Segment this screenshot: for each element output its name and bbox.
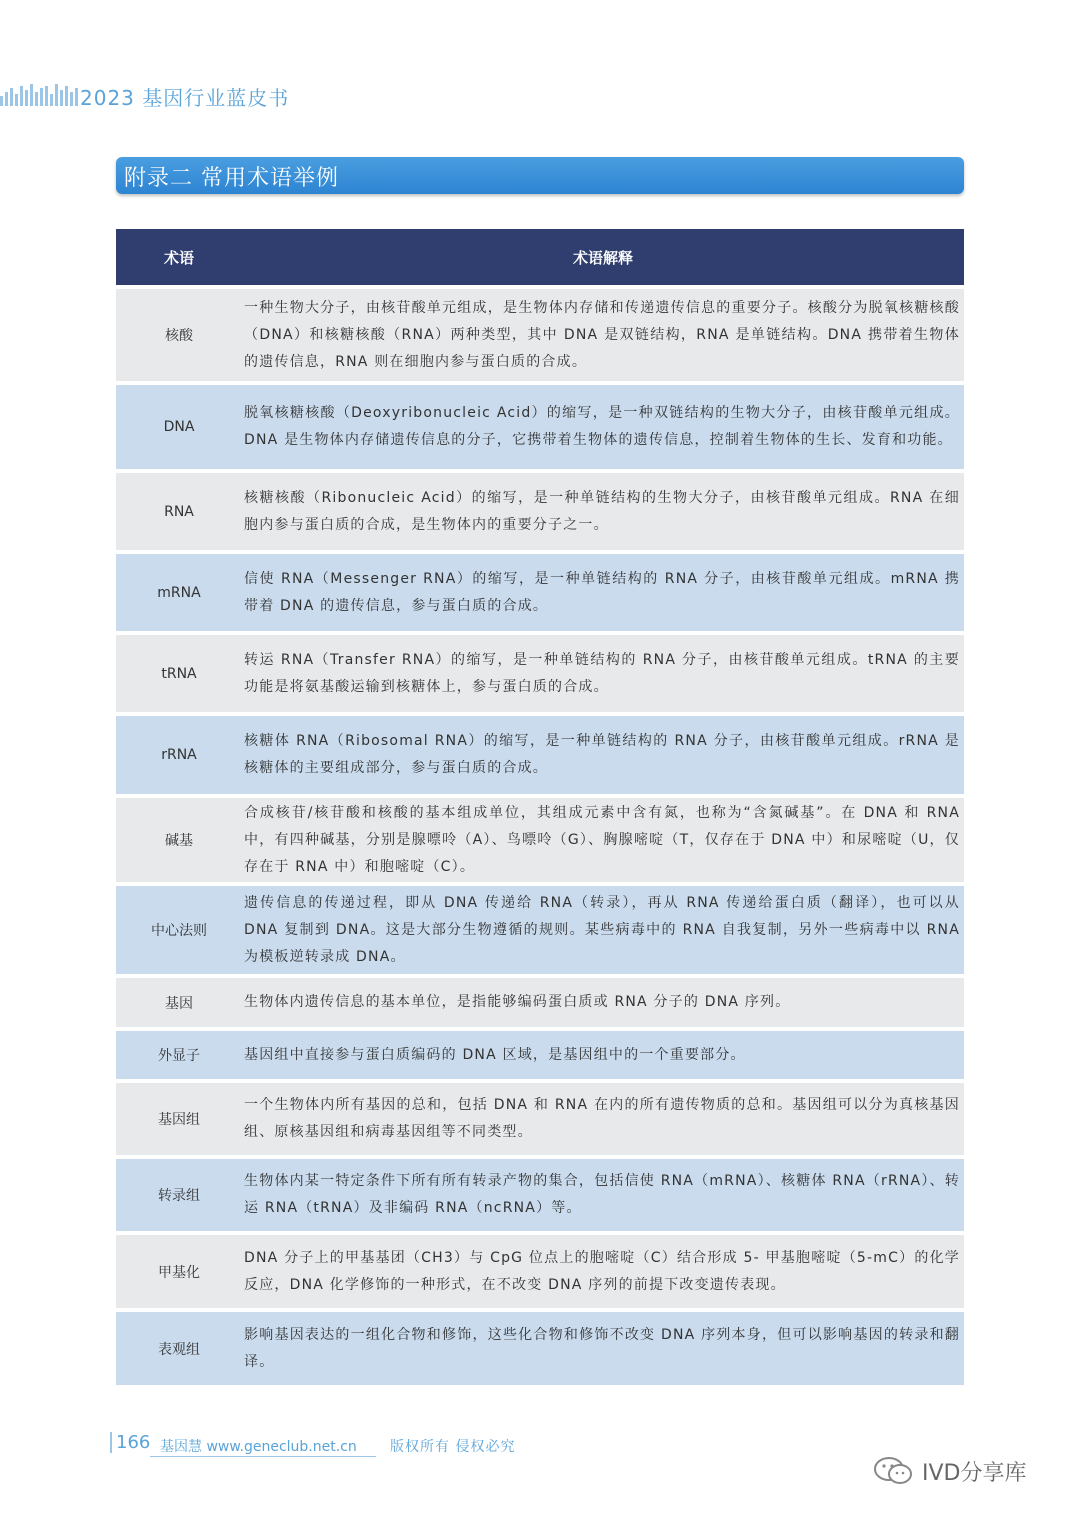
watermark-text: IVD分享库 — [922, 1461, 1027, 1486]
definition-cell: 影响基因表达的一组化合物和修饰，这些化合物和修饰不改变 DNA 序列本身，但可以影响基因的转录和翻译。 — [244, 1326, 960, 1370]
footer-rights: 版权所有 侵权必究 — [390, 1439, 516, 1455]
definition-cell: 转运 RNA（Transfer RNA）的缩写，是一种单链结构的 RNA 分子，由核苷酸单元组成。tRNA 的主要功能是将氨基酸运输到核糖体上，参与蛋白质的合成。 — [244, 651, 960, 695]
term-cell: tRNA — [161, 665, 197, 682]
terms-table — [116, 229, 964, 1385]
table-row — [116, 1031, 964, 1083]
term-cell: 基因组 — [158, 1112, 200, 1128]
definition-cell: 生物体内某一特定条件下所有所有转录产物的集合，包括信使 RNA（mRNA）、核糖体 RNA（rRNA）、转运 RNA（tRNA）及非编码 RNA（ncRNA）等。 — [244, 1173, 960, 1216]
running-header — [0, 80, 600, 110]
footer-site: 基因慧 www.geneclub.net.cn — [160, 1439, 357, 1455]
wechat-icon — [872, 1456, 916, 1486]
term-cell: 转录组 — [158, 1188, 200, 1204]
header-title: 2023 基因行业蓝皮书 — [80, 86, 290, 110]
term-cell: DNA — [163, 419, 195, 435]
table-header — [116, 229, 964, 289]
term-cell: 碱基 — [165, 833, 193, 849]
table-row — [116, 554, 964, 635]
table-row — [116, 635, 964, 716]
page-number: 166 — [110, 1432, 150, 1453]
header-term: 术语 — [163, 248, 194, 267]
table-row — [116, 289, 964, 385]
section-banner — [116, 157, 964, 194]
definition-cell: 生物体内遗传信息的基本单位，是指能够编码蛋白质或 RNA 分子的 DNA 序列。 — [244, 994, 791, 1010]
table-row — [116, 886, 964, 978]
definition-cell: 脱氧核糖核酸（Deoxyribonucleic Acid）的缩写，是一种双链结构的生物大分子，由核苷酸单元组成。DNA 是生物体内存储遗传信息的分子，它携带着生物体的遗传信息，控制着生物体的生长、发育和功能。 — [244, 405, 960, 448]
table-row — [116, 798, 964, 886]
term-cell: 甲基化 — [158, 1264, 200, 1281]
term-cell: 表观组 — [158, 1341, 200, 1358]
term-cell: RNA — [164, 503, 194, 520]
term-cell: mRNA — [157, 584, 201, 601]
table-row — [116, 385, 964, 473]
term-cell: 外显子 — [158, 1048, 200, 1064]
definition-cell: 核糖体 RNA（Ribosomal RNA）的缩写，是一种单链结构的 RNA 分子，由核苷酸单元组成。rRNA 是核糖体的主要组成部分，参与蛋白质的合成。 — [244, 733, 960, 776]
section-title: 附录二 常用术语举例 — [124, 166, 339, 191]
table-row — [116, 1235, 964, 1312]
header-bars-decoration — [0, 84, 78, 106]
definition-cell: DNA 分子上的甲基基团（CH3）与 CpG 位点上的胞嘧啶（C）结合形成 5- 甲基胞嘧啶（5-mC）的化学反应，DNA 化学修饰的一种形式，在不改变 DNA 序列的前提下改变遗传表现。 — [244, 1249, 960, 1293]
footer-underline — [150, 1456, 376, 1457]
table-row — [116, 473, 964, 554]
watermark — [872, 1454, 1062, 1488]
definition-cell: 基因组中直接参与蛋白质编码的 DNA 区域，是基因组中的一个重要部分。 — [244, 1046, 746, 1063]
table-row — [116, 978, 964, 1031]
definition-cell: 信使 RNA（Messenger RNA）的缩写，是一种单链结构的 RNA 分子，由核苷酸单元组成。mRNA 携带着 DNA 的遗传信息，参与蛋白质的合成。 — [244, 570, 960, 614]
definition-cell: 遗传信息的传递过程，即从 DNA 传递给 RNA（转录），再从 RNA 传递给蛋白质（翻译），也可以从 DNA 复制到 DNA。这是大部分生物遵循的规则。某些病毒中的 RNA 自我复制，另外一些病毒中以 RNA 为模板逆转录成 DNA。 — [244, 894, 960, 965]
table-row — [116, 1159, 964, 1235]
term-cell: rRNA — [161, 747, 197, 763]
table-row — [116, 1083, 964, 1159]
term-cell: 核酸 — [165, 328, 193, 344]
page-footer — [110, 1430, 590, 1460]
term-cell: 基因 — [165, 995, 193, 1012]
definition-cell: 合成核苷/核苷酸和核酸的基本组成单位，其组成元素中含有氮，也称为“含氮碱基”。在 DNA 和 RNA 中，有四种碱基，分别是腺嘌呤（A）、鸟嘌呤（G）、胸腺嘧啶（T，仅存在于 DNA 中）和尿嘧啶（U，仅存在于 RNA 中）和胞嘧啶（C）。 — [244, 804, 960, 875]
definition-cell: 一种生物大分子，由核苷酸单元组成，是生物体内存储和传递遗传信息的重要分子。核酸分为脱氧核糖核酸（DNA）和核糖核酸（RNA）两种类型，其中 DNA 是双链结构，RNA 是单链结构。DNA 携带着生物体的遗传信息，RNA 则在细胞内参与蛋白质的合成。 — [244, 299, 960, 370]
table-row — [116, 716, 964, 798]
term-cell: 中心法则 — [151, 923, 207, 939]
definition-cell: 一个生物体内所有基因的总和，包括 DNA 和 RNA 在内的所有遗传物质的总和。基因组可以分为真核基因组、原核基因组和病毒基因组等不同类型。 — [244, 1097, 960, 1140]
table-row — [116, 1312, 964, 1385]
header-definition: 术语解释 — [572, 248, 633, 267]
definition-cell: 核糖核酸（Ribonucleic Acid）的缩写，是一种单链结构的生物大分子，由核苷酸单元组成。RNA 在细胞内参与蛋白质的合成，是生物体内的重要分子之一。 — [244, 489, 960, 533]
